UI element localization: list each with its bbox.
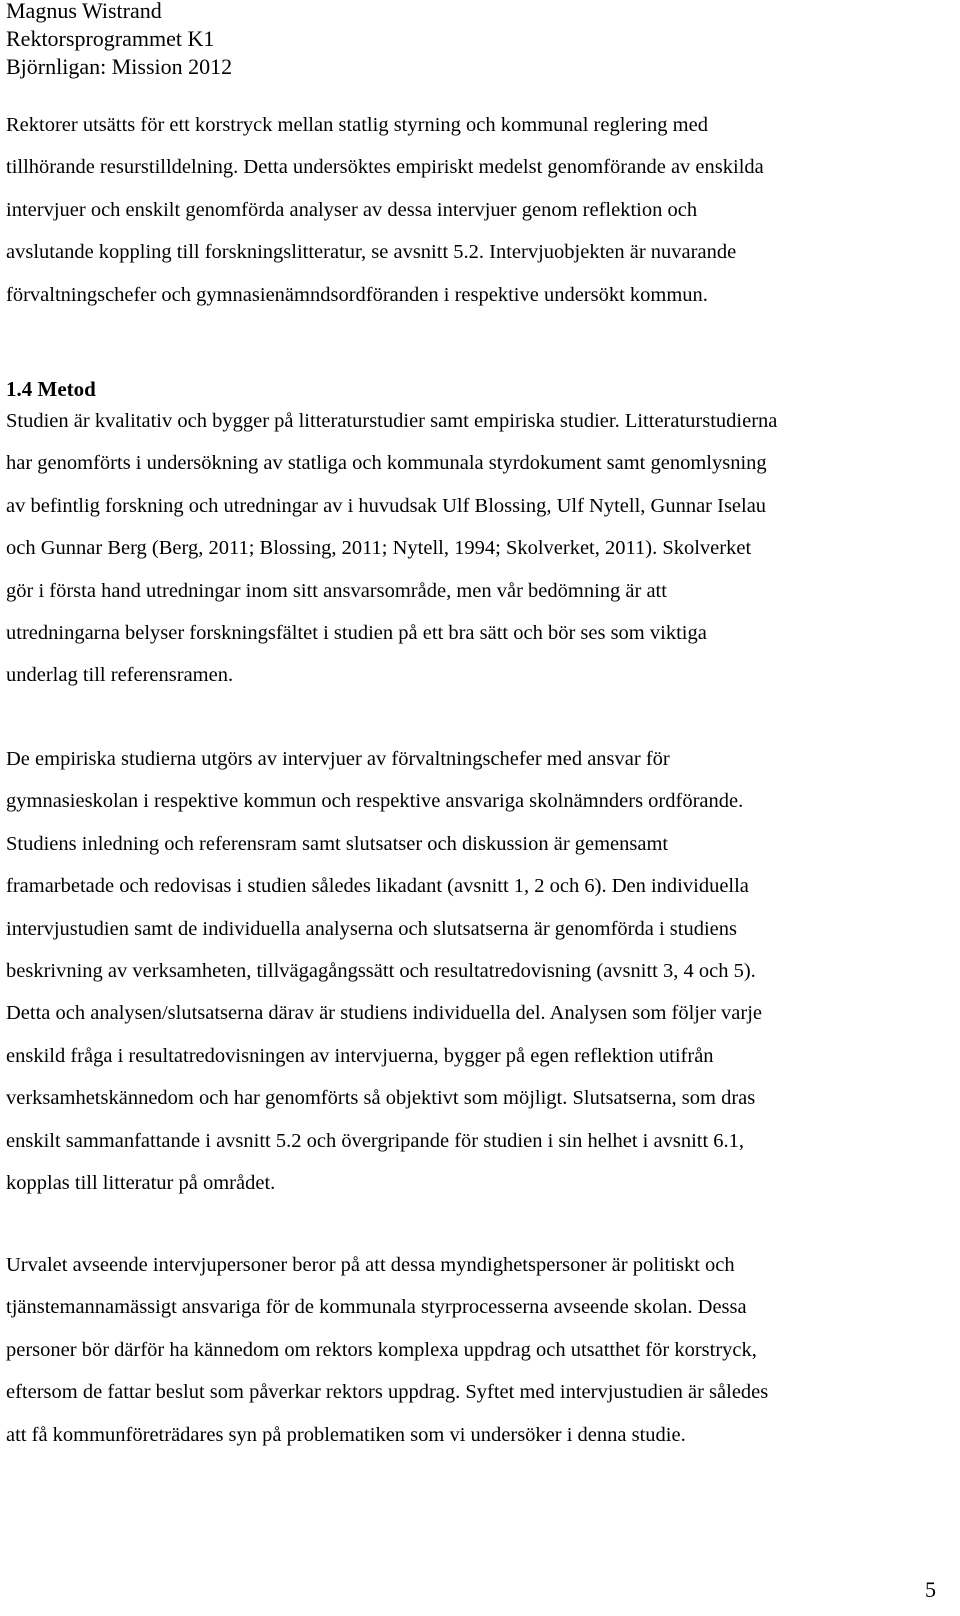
text-line: gymnasieskolan i respektive kommun och respektive ansvariga skolnämnders ordförande. (6, 790, 744, 813)
page-header (6, 0, 232, 81)
header-program: Rektorsprogrammet K1 (6, 26, 215, 51)
text-line: beskrivning av verksamheten, tillvägagångssätt och resultatredovisning (avsnitt 3, 4 och 5). (6, 960, 756, 983)
text-line: verksamhetskännedom och har genomförts så objektivt som möjligt. Slutsatserna, som dras (6, 1087, 756, 1110)
text-line: framarbetade och redovisas i studien således likadant (avsnitt 1, 2 och 6). Den individuella (6, 875, 749, 898)
text-line: Studien är kvalitativ och bygger på litteraturstudier samt empiriska studier. Litteraturstudierna (6, 410, 778, 432)
text-line: intervjuer och enskilt genomförda analyser av dessa intervjuer genom reflektion och (6, 198, 698, 221)
header-author: Magnus Wistrand (6, 0, 162, 23)
text-line: förvaltningschefer och gymnasienämndsordföranden i respektive undersökt kommun. (6, 283, 708, 306)
text-line: Urvalet avseende intervjupersoner beror på att dessa myndighetspersoner är politiskt och (6, 1254, 735, 1276)
paragraph-intro (6, 104, 941, 316)
text-line: De empiriska studierna utgörs av intervjuer av förvaltningschefer med ansvar för (6, 748, 670, 770)
section-heading: 1.4 Metod (6, 377, 96, 401)
paragraph-empirical (6, 738, 941, 1204)
text-line: tjänstemannamässigt ansvariga för de kommunala styrprocesserna avseende skolan. Dessa (6, 1296, 747, 1319)
header-course: Björnligan: Mission 2012 (6, 54, 233, 79)
text-line: personer bör därför ha kännedom om rektors komplexa uppdrag och utsatthet för korstryck, (6, 1338, 757, 1361)
page-number: 5 (925, 1577, 936, 1602)
text-line: Rektorer utsätts för ett korstryck mellan statlig styrning och kommunal reglering med (6, 114, 708, 136)
text-line: enskilt sammanfattande i avsnitt 5.2 och övergripande för studien i sin helhet i avsnitt 6.1, (6, 1129, 745, 1152)
text-line: underlag till referensramen. (6, 664, 234, 687)
text-line: tillhörande resurstilldelning. Detta undersöktes empiriskt medelst genomförande av enskilda (6, 156, 764, 179)
text-line: Detta och analysen/slutsatserna därav är studiens individuella del. Analysen som följer varje (6, 1002, 762, 1025)
text-line: utredningarna belyser forskningsfältet i studien på ett bra sätt och bör ses som viktiga (6, 622, 707, 645)
text-line: avslutande koppling till forskningslitteratur, se avsnitt 5.2. Intervjuobjekten är nuvarande (6, 241, 737, 264)
paragraph-selection (6, 1244, 941, 1456)
text-line: har genomförts i undersökning av statliga och kommunala styrdokument samt genomlysning (6, 452, 767, 475)
text-line: Studiens inledning och referensram samt slutsatser och diskussion är gemensamt (6, 832, 669, 855)
text-line: kopplas till litteratur på området. (6, 1172, 276, 1195)
text-line: att få kommunföreträdares syn på problematiken som vi undersöker i denna studie. (6, 1423, 686, 1446)
text-line: av befintlig forskning och utredningar av i huvudsak Ulf Blossing, Ulf Nytell, Gunnar Iselau (6, 494, 767, 517)
text-line: intervjustudien samt de individuella analyserna och slutsatserna är genomförda i studiens (6, 917, 737, 940)
text-line: eftersom de fattar beslut som påverkar rektors uppdrag. Syftet med intervjustudien är således (6, 1381, 769, 1404)
paragraph-method (6, 400, 941, 697)
text-line: enskild fråga i resultatredovisningen av intervjuerna, bygger på egen reflektion utifrån (6, 1044, 714, 1067)
text-line: och Gunnar Berg (Berg, 2011; Blossing, 2011; Nytell, 1994; Skolverket, 2011). Skolverket (6, 537, 752, 560)
text-line: gör i första hand utredningar inom sitt ansvarsområde, men vår bedömning är att (6, 579, 667, 602)
